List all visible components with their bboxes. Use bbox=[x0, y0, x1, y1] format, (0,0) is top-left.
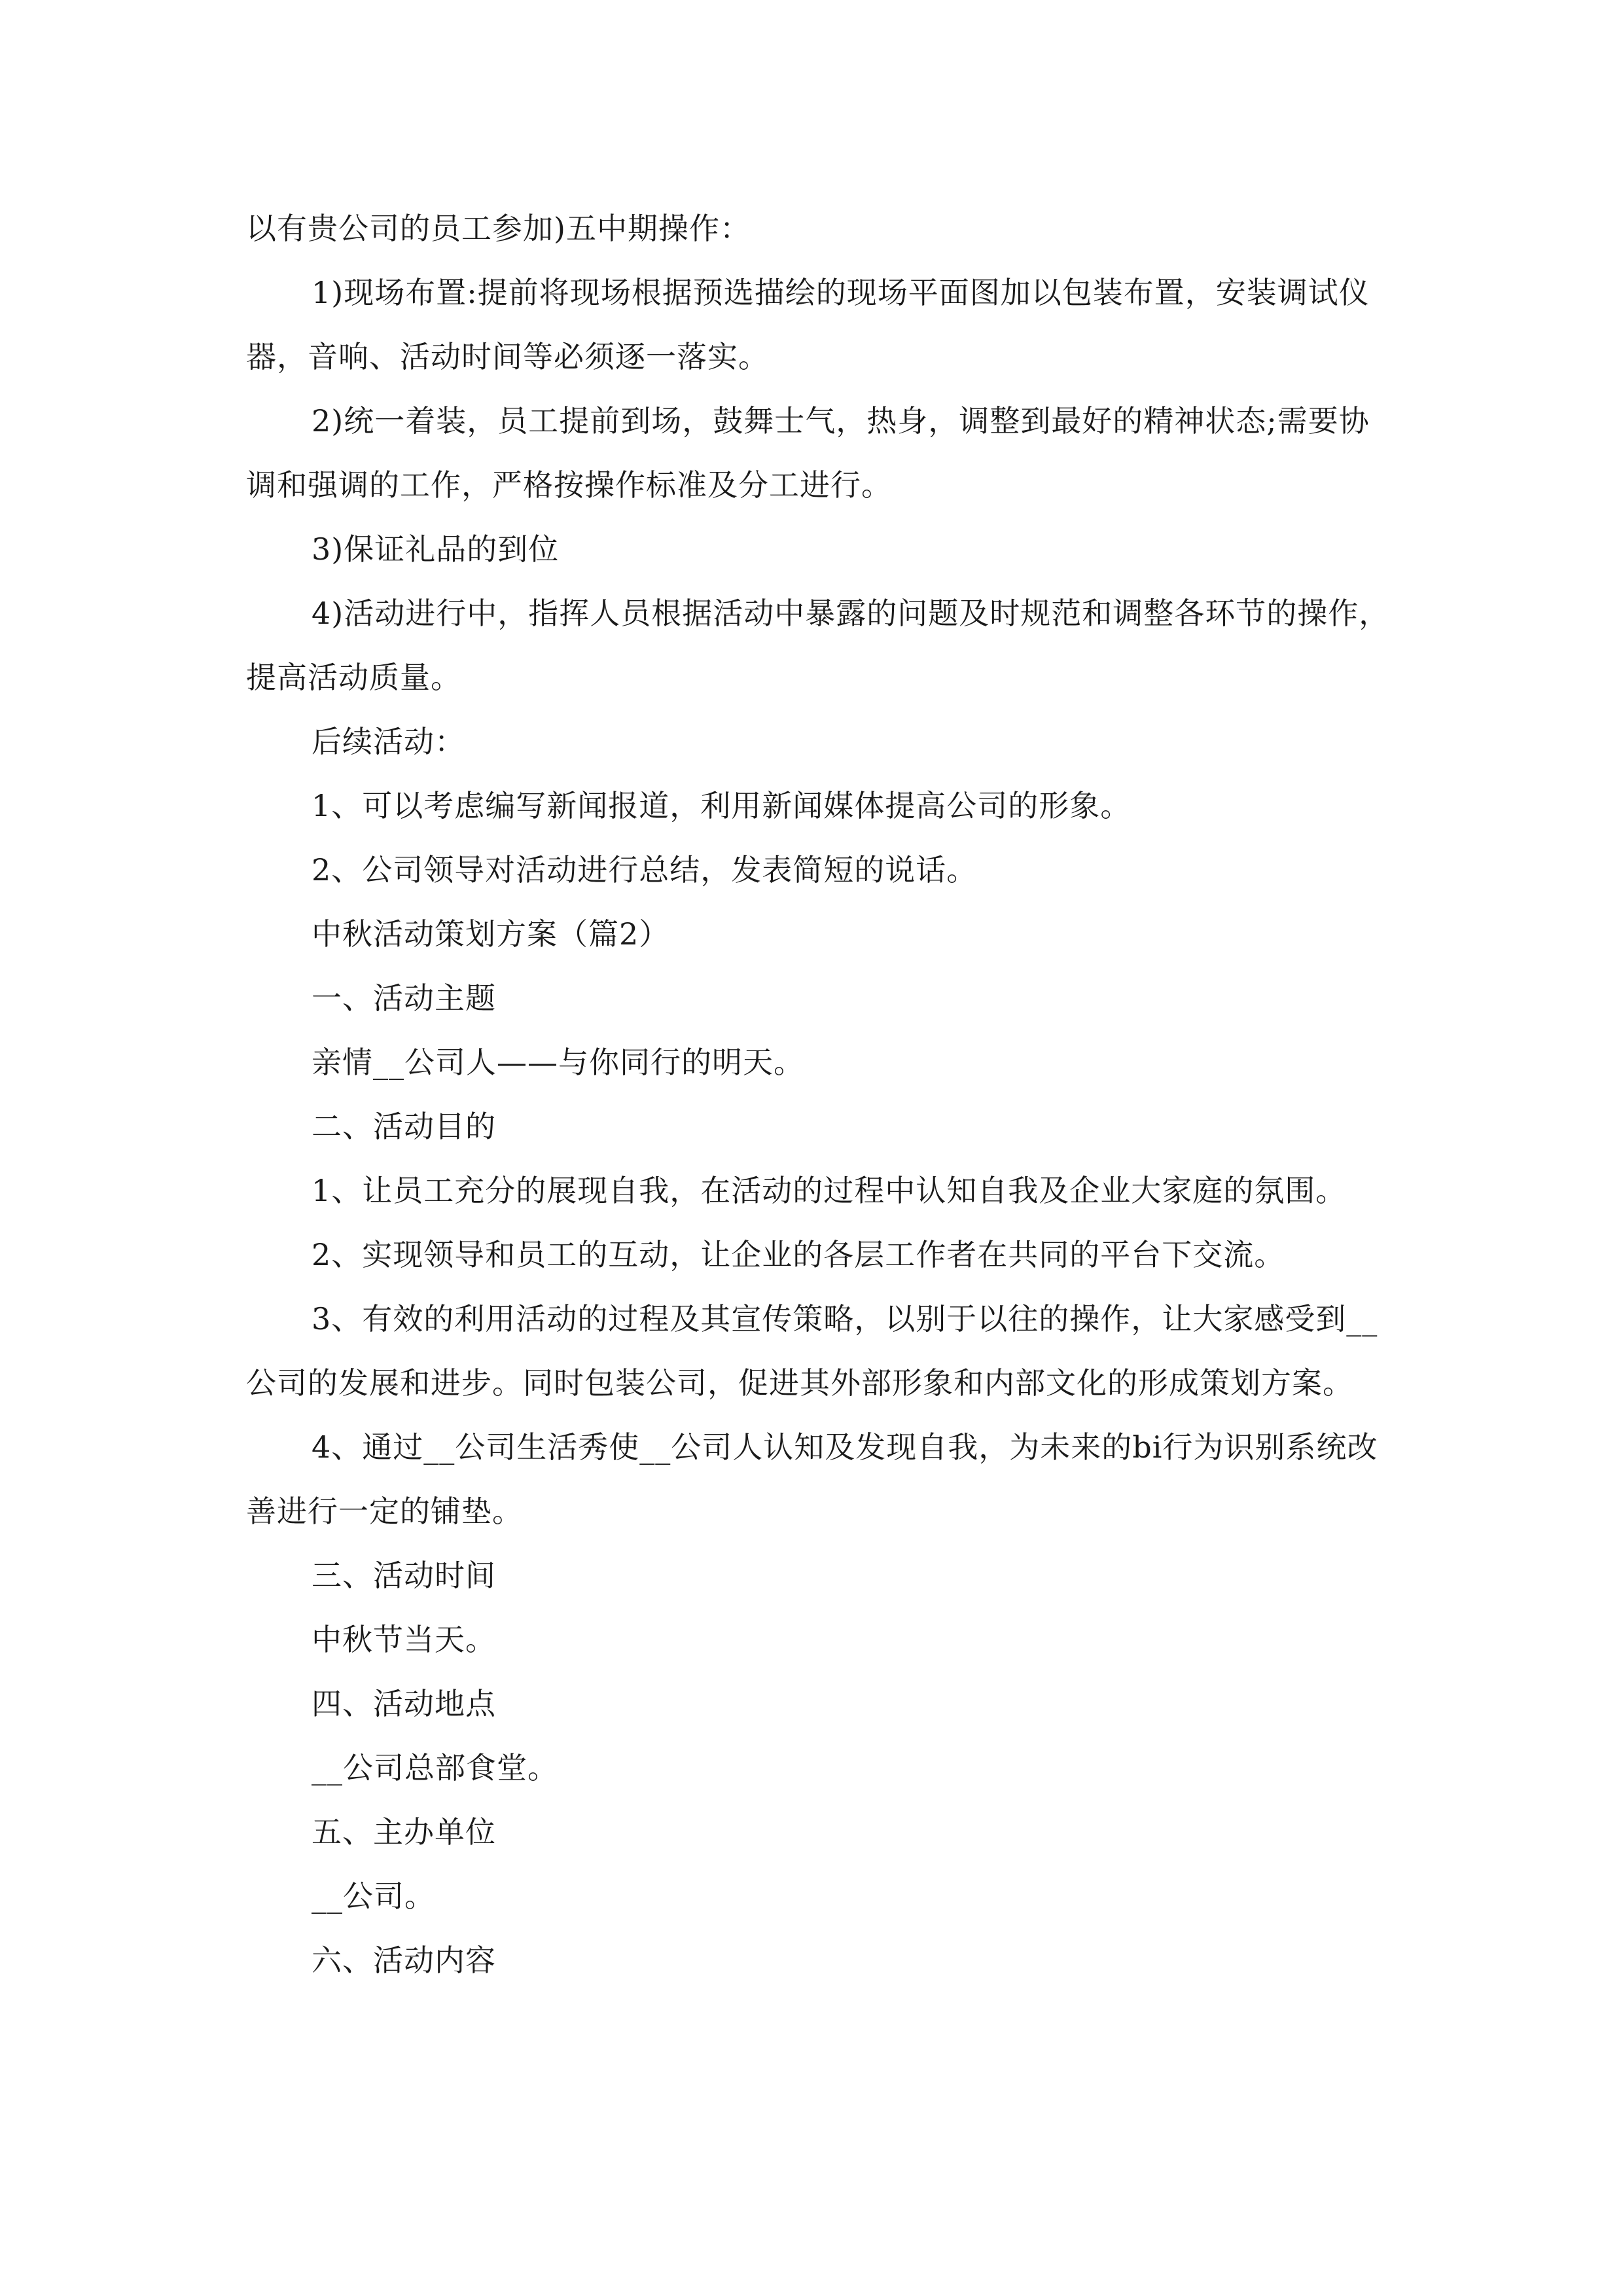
section-title-plan-2: 中秋活动策划方案（篇2） bbox=[312, 916, 670, 952]
heading-purpose: 二、活动目的 bbox=[312, 1109, 496, 1144]
heading-organizer: 五、主办单位 bbox=[312, 1814, 496, 1850]
paragraph-follow-up-2: 2、公司领导对活动进行总结，发表简短的说话。 bbox=[312, 852, 978, 888]
heading-location: 四、活动地点 bbox=[312, 1686, 496, 1721]
paragraph-item-4-during: 4)活动进行中，指挥人员根据活动中暴露的问题及时规范和调整各环节的操作，提高活动质量。 bbox=[246, 596, 1390, 695]
paragraph-item-2-uniform: 2)统一着装，员工提前到场，鼓舞士气，热身，调整到最好的精神状态;需要协调和强调的工作，严格按操作标准及分工进行。 bbox=[246, 403, 1370, 503]
paragraph-location: __公司总部食堂。 bbox=[312, 1750, 558, 1785]
paragraph-item-1-setup: 1)现场布置:提前将现场根据预选描绘的现场平面图加以包装布置，安装调试仪器，音响、活动时间等必须逐一落实。 bbox=[246, 275, 1370, 374]
paragraph-purpose-4: 4、通过__公司生活秀使__公司人认知及发现自我，为未来的bi行为识别系统改善进行一定的铺垫。 bbox=[246, 1429, 1378, 1529]
paragraph-organizer: __公司。 bbox=[312, 1878, 435, 1914]
paragraph-purpose-3: 3、有效的利用活动的过程及其宣传策略，以别于以往的操作，让大家感受到__公司的发展和进步。同时包装公司，促进其外部形象和内部文化的形成策划方案。 bbox=[246, 1301, 1378, 1401]
heading-theme: 一、活动主题 bbox=[312, 980, 496, 1016]
paragraph-continuation: 以有贵公司的员工参加)五中期操作： bbox=[246, 211, 751, 246]
document-body bbox=[246, 196, 1398, 1992]
heading-follow-up: 后续活动： bbox=[312, 724, 465, 759]
paragraph-purpose-2: 2、实现领导和员工的互动，让企业的各层工作者在共同的平台下交流。 bbox=[312, 1237, 1285, 1272]
paragraph-theme: 亲情__公司人——与你同行的明天。 bbox=[312, 1045, 804, 1080]
paragraph-item-3-gifts: 3)保证礼品的到位 bbox=[312, 531, 560, 567]
paragraph-follow-up-1: 1、可以考虑编写新闻报道，利用新闻媒体提高公司的形象。 bbox=[312, 788, 1132, 823]
paragraph-purpose-1: 1、让员工充分的展现自我，在活动的过程中认知自我及企业大家庭的氛围。 bbox=[312, 1173, 1347, 1208]
paragraph-time: 中秋节当天。 bbox=[312, 1622, 496, 1657]
heading-time: 三、活动时间 bbox=[312, 1558, 496, 1593]
heading-content: 六、活动内容 bbox=[312, 1943, 496, 1978]
